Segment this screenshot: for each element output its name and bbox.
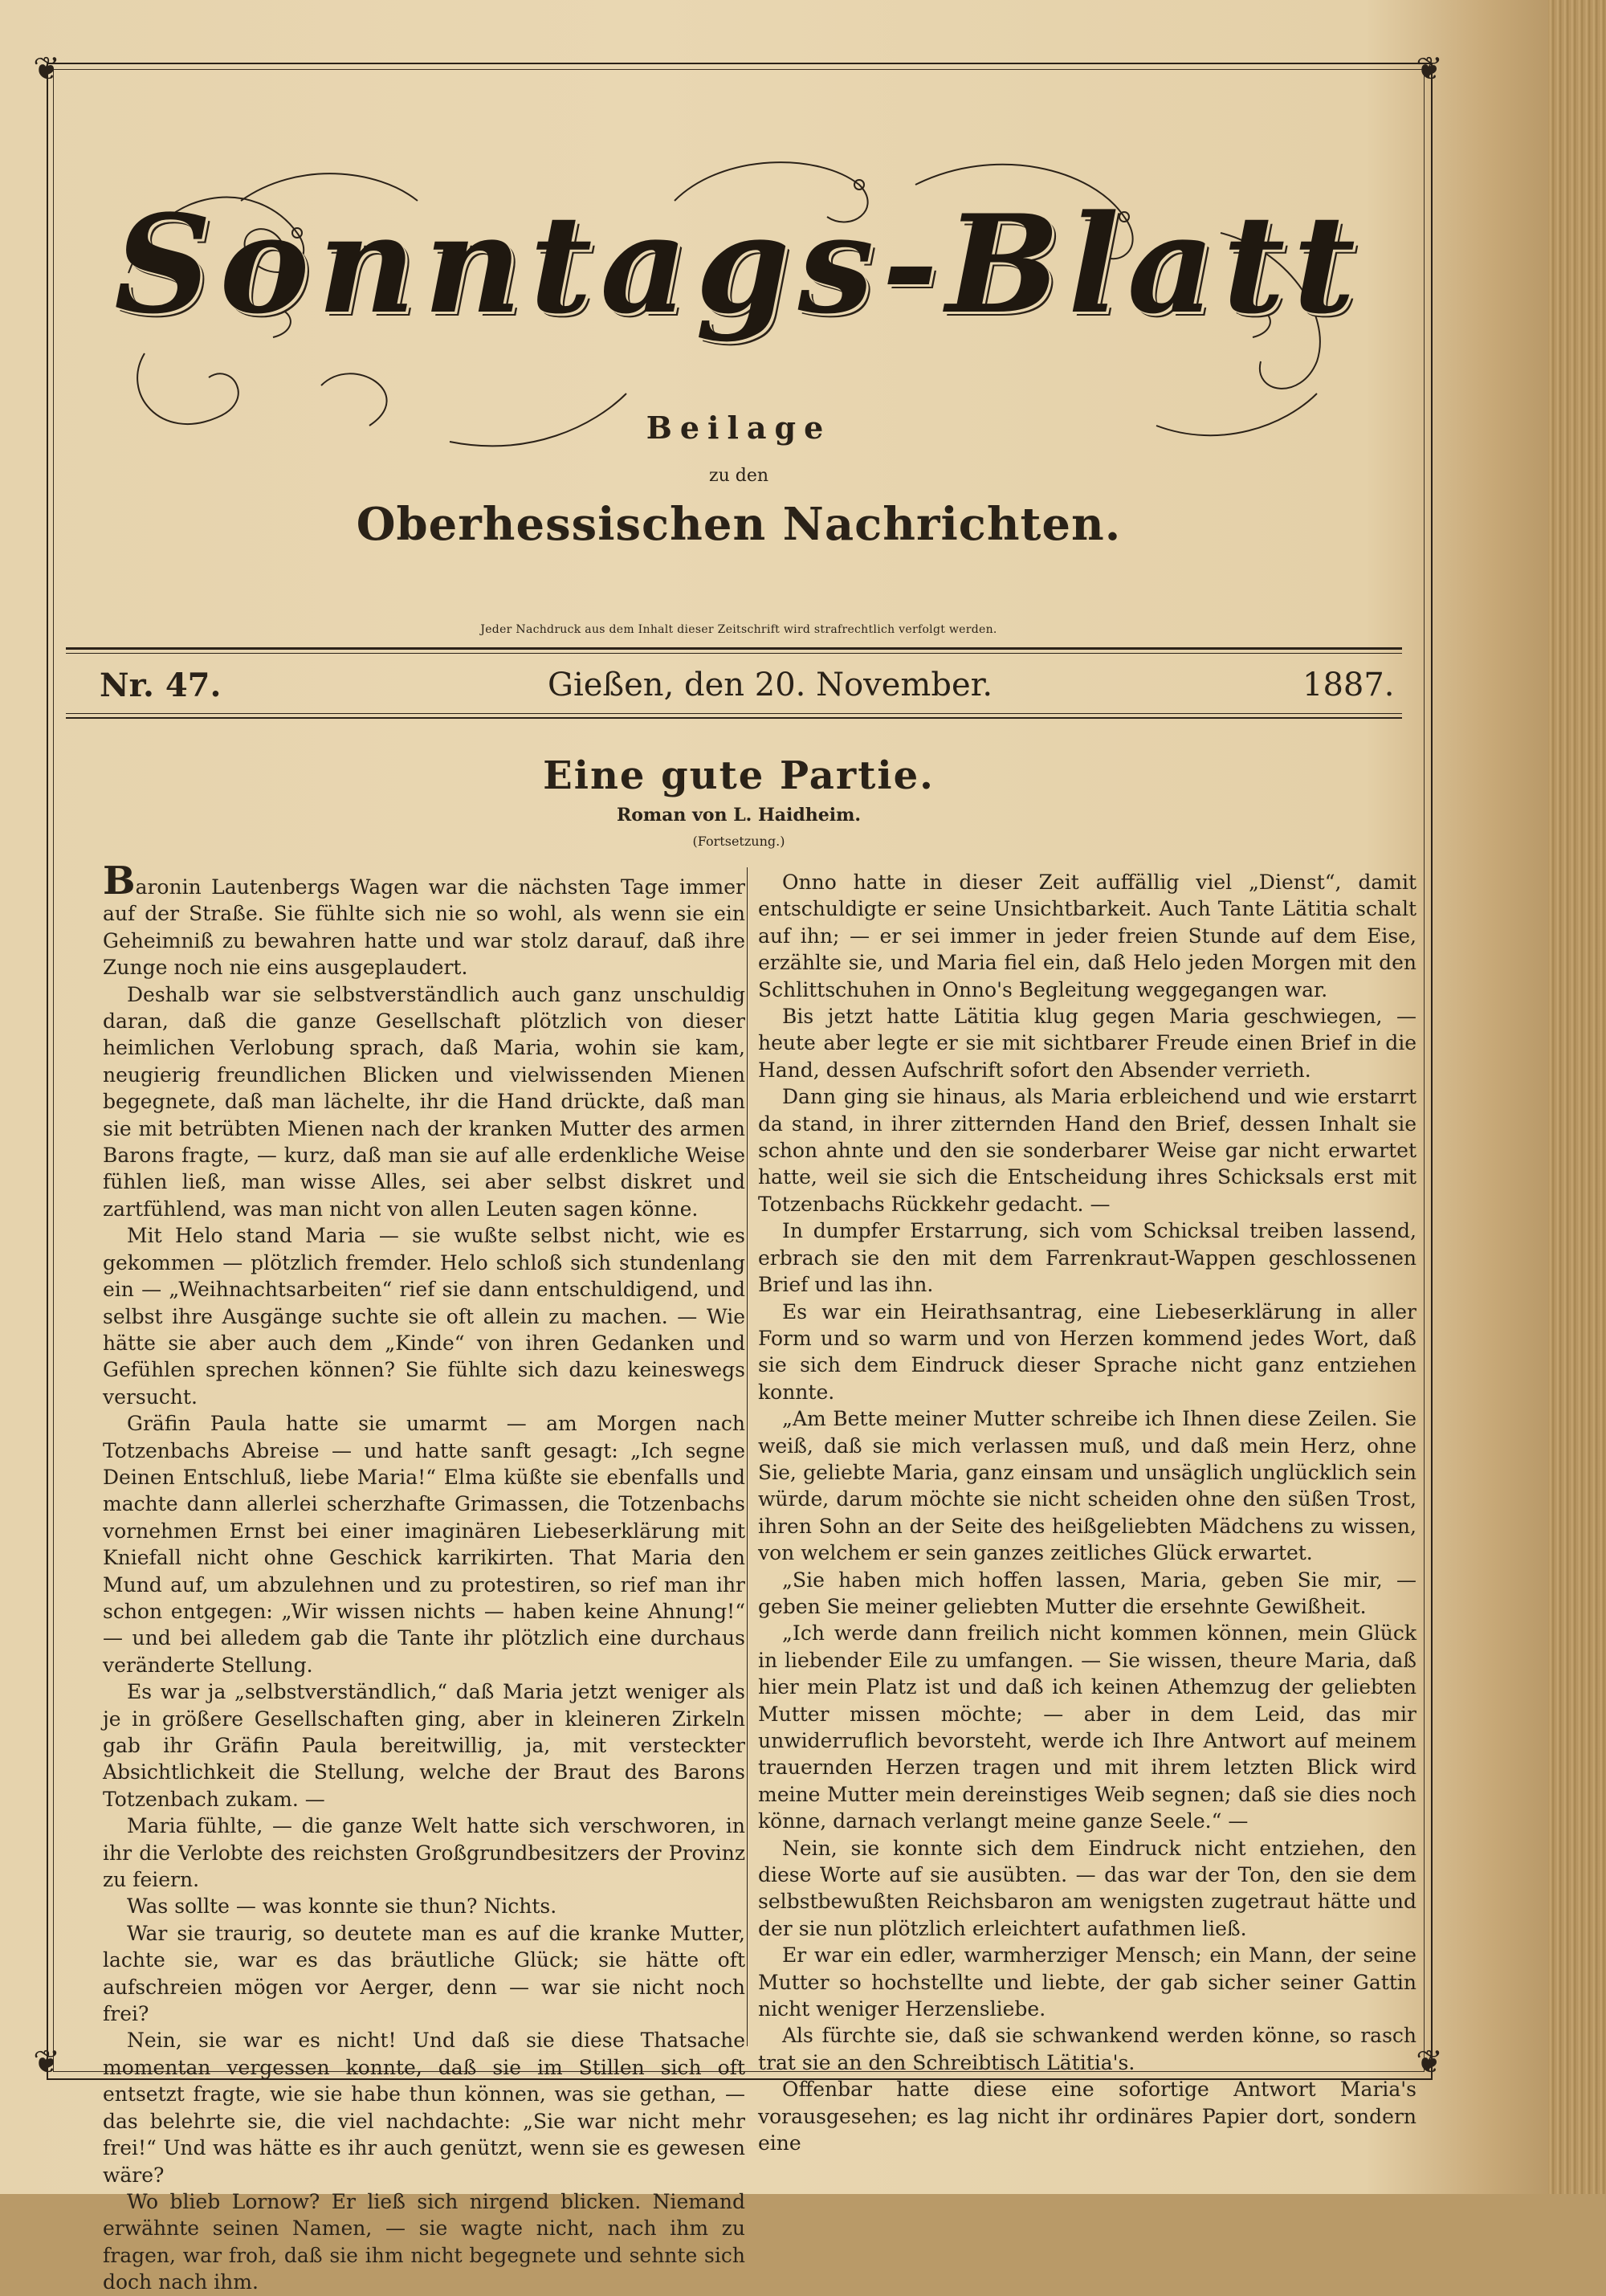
rule-bottom-thin bbox=[66, 713, 1402, 714]
paragraph: Maria fühlte, — die ganze Welt hatte sich verschworen, in ihr die Verlobte des reichsten Großgrundbesitzers der Provinz zu feiern. bbox=[103, 1814, 745, 1892]
paragraph: „Am Bette meiner Mutter schreibe ich Ihnen diese Zeilen. Sie weiß, daß sie mich verlassen muß, und daß mein Herz, ohne Sie, geliebte Maria, ganz einsam und unsäglich unglücklich sein würde, darum möchte sie nicht scheiden ohne den süßen Trost, ihren Sohn an der Seite des heißgeliebten Mädchens zu wissen, von welchem er sein ganzes zeitliches Glück erwartet. bbox=[758, 1407, 1416, 1565]
rule-bottom-thick bbox=[66, 717, 1402, 719]
paragraph: „Ich werde dann freilich nicht kommen können, mein Glück in liebender Eile zu umfangen. — Sie wissen, theure Maria, daß hier mein Platz ist und daß ich keinen Athemzug der geliebten Mutter missen möchte; — aber in dem Leid, das mir unwiderruflich bevorsteht, werde ich Ihre Antwort auf meinem trauernden Herzen tragen und mit ihrem letzten Blick wird meine Mutter mein dereinstiges Weib segnen; daß sie dies noch könne, darnach verlangt meine ganze Seele.“ — bbox=[758, 1621, 1416, 1833]
rule-top-thin bbox=[66, 653, 1402, 654]
adjacent-page-edges bbox=[1548, 0, 1606, 2194]
paragraph: Als fürchte sie, daß sie schwankend werden könne, so rasch trat sie an den Schreibtisch Lätitia's. bbox=[758, 2024, 1416, 2074]
issue-year: 1887. bbox=[1302, 667, 1395, 703]
paragraph: Bis jetzt hatte Lätitia klug gegen Maria geschwiegen, — heute aber legte er sie mit sichtbarer Freude einen Brief in die Hand, dessen Aufschrift sofort den Absender verrieth. bbox=[758, 1005, 1416, 1082]
masthead-beilage: Beilage bbox=[646, 410, 832, 446]
paragraph: Es war ein Heirathsantrag, eine Liebeserklärung in aller Form und so warm und von Herzen kommend jedes Wort, daß sie sich dem Eindruck dieser Sprache nicht ganz entziehen konnte. bbox=[758, 1299, 1416, 1404]
corner-ornament-top-right-icon: ❦ bbox=[1416, 51, 1443, 88]
paragraph: Wo blieb Lornow? Er ließ sich nirgend blicken. Niemand erwähnte seinen Namen, — sie wagte nicht, nach ihm zu fragen, war froh, daß sie ihm nicht begegnete und sehnte sich doch nach ihm. bbox=[103, 2189, 745, 2294]
rule-top-thick bbox=[66, 647, 1402, 650]
masthead bbox=[112, 153, 1365, 458]
paragraph: Baronin Lautenbergs Wagen war die nächsten Tage immer auf der Straße. Sie fühlte sich nie so wohl, als wenn sie ein Geheimniß zu bewahren hatte und war stolz darauf, daß ihre Zunge noch nie eins ausgeplaudert. bbox=[103, 858, 745, 980]
paragraph: War sie traurig, so deutete man es auf die kranke Mutter, lachte sie, war es das bräutliche Glück; sie hätte oft aufschreien mögen vor Aerger, denn — war sie nicht noch frei? bbox=[103, 1921, 745, 2026]
issue-place-date: Gießen, den 20. November. bbox=[548, 667, 993, 703]
paragraph: Offenbar hatte diese eine sofortige Antwort Maria's vorausgesehen; es lag nicht ihr ordinäres Papier dort, sondern eine bbox=[758, 2078, 1416, 2155]
paragraph: In dumpfer Erstarrung, sich vom Schicksal treiben lassend, erbrach sie den mit dem Farrenkraut-Wappen geschlossenen Brief und las ihn. bbox=[758, 1219, 1416, 1297]
paragraph: Nein, sie konnte sich dem Eindruck nicht entziehen, den diese Worte auf sie ausübten. — das war der Ton, den sie dem selbstbewußten Reichsbaron am wenigsten zugetraut hätte und der sie nun plötzlich erleichtert aufathmen ließ. bbox=[758, 1836, 1416, 1940]
story-continuation: (Fortsetzung.) bbox=[692, 834, 785, 849]
paragraph: Mit Helo stand Maria — sie wußte selbst nicht, wie es gekommen — plötzlich fremder. Helo schloß sich stundenlang ein — „Weihnachtsarbeiten“ rief sie dann entschuldigend, und selbst ihre Ausgänge suchte sie oft allein zu machen. — Wie hätte sie aber auch dem „Kinde“ von ihren Gedanken und Gefühlen sprechen können? Sie fühlte sich dazu keineswegs versucht. bbox=[103, 1224, 745, 1409]
article-column-left bbox=[103, 858, 745, 2296]
paragraph: Dann ging sie hinaus, als Maria erbleichend und wie erstarrt da stand, in ihrer zitternden Hand den Brief, dessen Inhalt sie schon ahnte und den sie sonderbarer Weise gar nicht erwartet hatte, weil sie sich die Entscheidung ihres Schicksals erst mit Totzenbachs Rückkehr gedacht. — bbox=[758, 1085, 1416, 1216]
article-column-right bbox=[758, 869, 1416, 2157]
newspaper-name: Oberhessischen Nachrichten. bbox=[356, 498, 1122, 551]
drop-cap: B bbox=[103, 858, 136, 903]
paragraph: Er war ein edler, warmherziger Mensch; ein Mann, der seine Mutter so hochstellte und liebte, der gab sicher seiner Gattin nicht weniger Herzensliebe. bbox=[758, 1943, 1416, 2021]
masthead-title: Sonntags-Blatt bbox=[114, 185, 1363, 344]
masthead-zu-den: zu den bbox=[708, 466, 769, 486]
story-title: Eine gute Partie. bbox=[543, 753, 935, 798]
issue-number: Nr. 47. bbox=[100, 667, 222, 704]
corner-ornament-top-left-icon: ❦ bbox=[33, 51, 60, 88]
story-byline: Roman von L. Haidheim. bbox=[616, 805, 862, 826]
paragraph: Deshalb war sie selbstverständlich auch ganz unschuldig daran, daß die ganze Gesellschaft plötzlich von dieser heimlichen Verlobung sprach, daß Maria, wohin sie kam, neugierig freundlichen Blicken und vielwissenden Mienen begegnete, daß man lächelte, ihr die Hand drückte, daß man sie mit betrübten Mienen nach der kranken Mutter des armen Barons fragte, — kurz, daß man sie auf alle erdenkliche Weise fühlen ließ, man wisse Alles, sei aber selbst diskret und zartfühlend, was man nicht von allen Leuten sagen könne. bbox=[103, 982, 745, 1221]
corner-ornament-bottom-right-icon: ❦ bbox=[1416, 2044, 1443, 2081]
paragraph: „Sie haben mich hoffen lassen, Maria, geben Sie mir, — geben Sie meiner geliebten Mutter die ersehnte Gewißheit. bbox=[758, 1568, 1416, 1618]
paragraph: Was sollte — was konnte sie thun? Nichts. bbox=[127, 1894, 557, 1919]
issue-dateline bbox=[66, 663, 1402, 712]
paragraph: Gräfin Paula hatte sie umarmt — am Morgen nach Totzenbachs Abreise — und hatte sanft gesagt: „Ich segne Deinen Entschluß, liebe Maria!“ Elma küßte sie ebenfalls und machte dann allerlei scherzhafte Grimassen, die Totzenbachs vornehmen Ernst bei einer imaginären Liebeserklärung mit Kniefall nicht ohne Geschick karrikirten. That Maria den Mund auf, um abzulehnen und zu protestiren, so rief man ihr schon entgegen: „Wir wissen nichts — haben keine Ahnung!“ — und bei alledem gab die Tante ihr plötzlich eine durchaus veränderte Stellung. bbox=[103, 1412, 745, 1677]
column-divider bbox=[747, 867, 748, 2046]
paragraph: Nein, sie war es nicht! Und daß sie diese Thatsache momentan vergessen konnte, daß sie im Stillen sich oft entsetzt fragte, wie sie habe thun können, was sie gethan, — das belehrte sie, die viel nachdachte: „Sie war nicht mehr frei!“ Und was hätte es ihr auch genützt, wenn sie es gewesen wäre? bbox=[103, 2029, 745, 2187]
copyright-notice: Jeder Nachdruck aus dem Inhalt dieser Zeitschrift wird strafrechtlich verfolgt werden. bbox=[480, 623, 997, 636]
paragraph: Onno hatte in dieser Zeit auffällig viel „Dienst“, damit entschuldigte er seine Unsichtbarkeit. Auch Tante Lätitia schalt auf ihn; — er sei immer in jeder freien Stunde auf dem Eise, erzählte sie, und Maria fiel ein, daß Helo jeden Morgen mit den Schlittschuhen in Onno's Begleitung weggegangen war. bbox=[758, 871, 1416, 1001]
paragraph: Es war ja „selbstverständlich,“ daß Maria jetzt weniger als je in größere Gesellschaften ging, aber in kleineren Zirkeln gab ihr Gräfin Paula bereitwillig, ja, mit versteckter Absichtlichkeit die Stellung, welche der Braut des Barons Totzenbach zukam. — bbox=[103, 1680, 745, 1811]
corner-ornament-bottom-left-icon: ❦ bbox=[33, 2044, 60, 2081]
